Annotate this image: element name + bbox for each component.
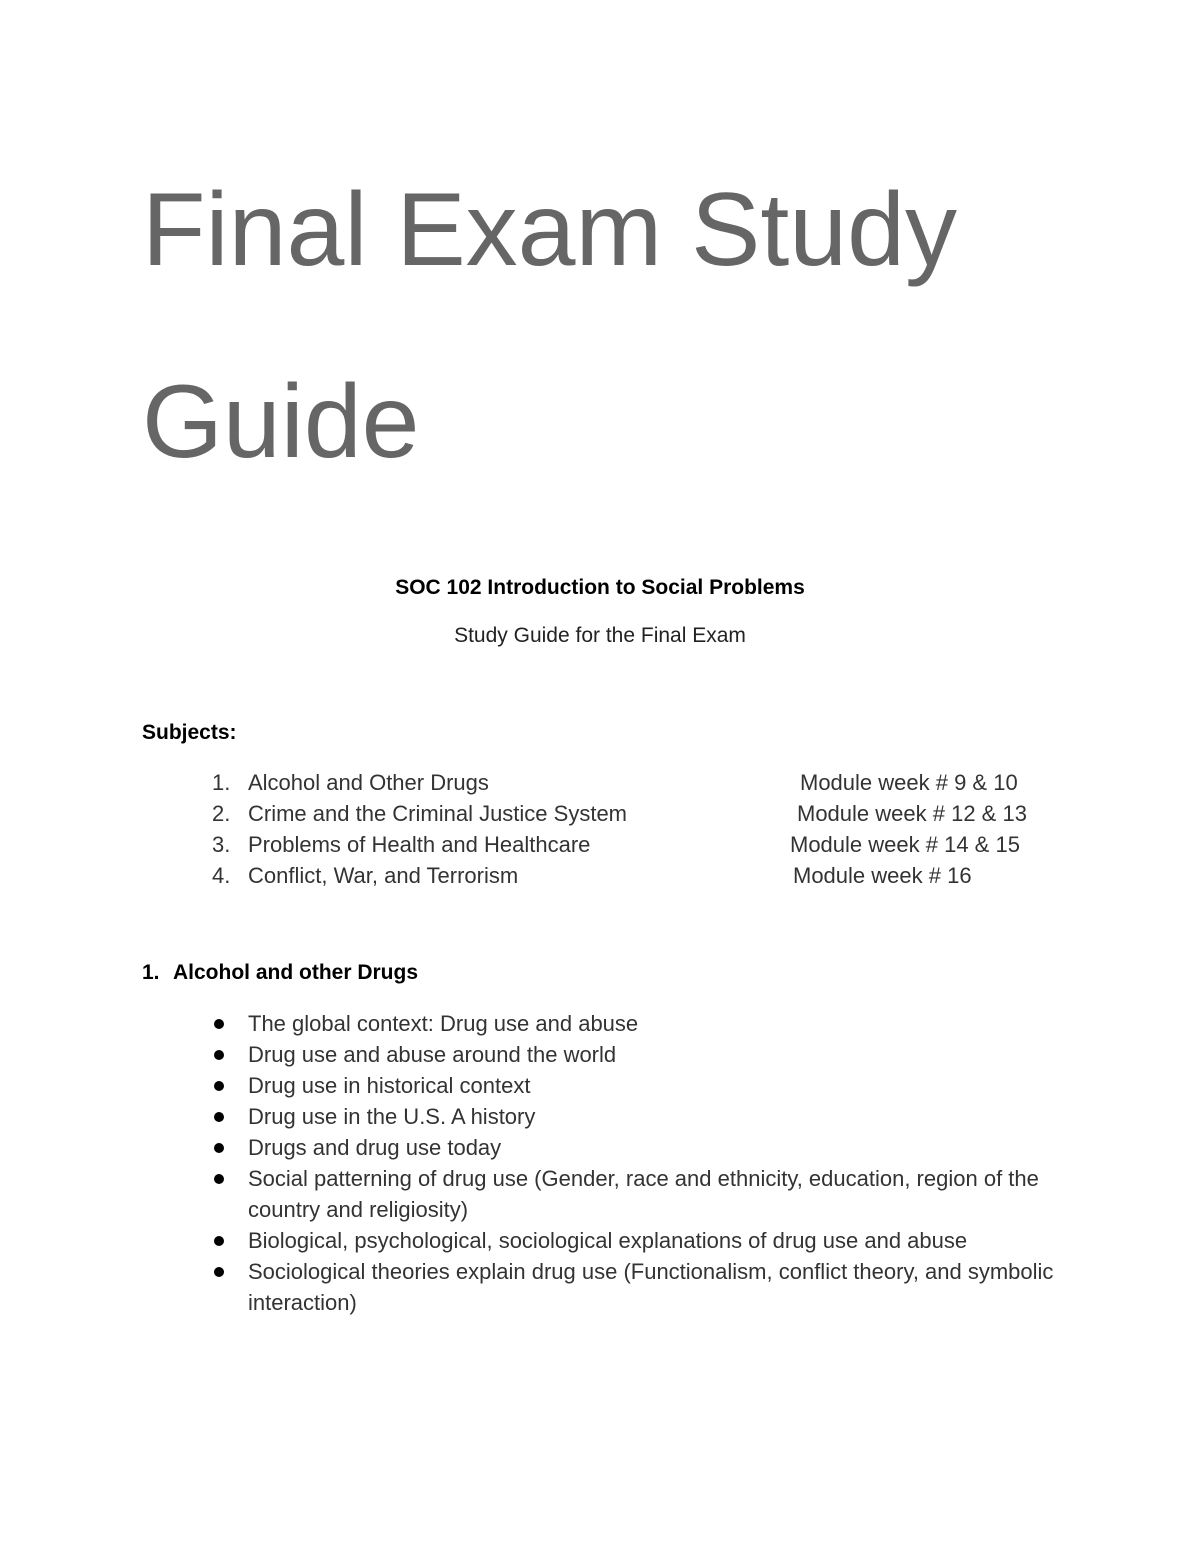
list-item-text: The global context: Drug use and abuse xyxy=(248,1011,639,1036)
bullet-icon xyxy=(214,1050,224,1060)
subject-number: 4. xyxy=(212,863,231,888)
subject-name: Problems of Health and Healthcare xyxy=(248,832,591,857)
subject-number: 1. xyxy=(212,770,231,795)
subject-module-week: Module week # 16 xyxy=(793,863,972,888)
subject-module-week: Module week # 12 & 13 xyxy=(797,801,1027,826)
subject-row xyxy=(0,863,1200,894)
document-subtitle: Study Guide for the Final Exam xyxy=(454,624,746,647)
list-item-text: Drug use in the U.S. A history xyxy=(248,1104,536,1129)
bullet-icon xyxy=(214,1019,224,1029)
subject-number: 3. xyxy=(212,832,231,857)
bullet-icon xyxy=(214,1174,224,1184)
subject-row xyxy=(0,832,1200,863)
subject-row xyxy=(0,770,1200,801)
subject-name: Conflict, War, and Terrorism xyxy=(248,863,519,888)
list-item xyxy=(212,1256,1072,1318)
list-item xyxy=(212,1101,1072,1132)
section-heading xyxy=(142,961,418,985)
section-title: Alcohol and other Drugs xyxy=(173,961,419,984)
list-item xyxy=(212,1163,1072,1225)
list-item xyxy=(212,1225,1072,1256)
course-title: SOC 102 Introduction to Social Problems xyxy=(395,576,805,599)
subject-row xyxy=(0,801,1200,832)
subject-module-week: Module week # 14 & 15 xyxy=(790,832,1020,857)
subject-name: Alcohol and Other Drugs xyxy=(248,770,489,795)
document-title-line-1: Final Exam Study xyxy=(142,172,957,288)
bullet-icon xyxy=(214,1143,224,1153)
bullet-icon xyxy=(214,1267,224,1277)
subject-name: Crime and the Criminal Justice System xyxy=(248,801,628,826)
subject-number: 2. xyxy=(212,801,231,826)
list-item-text: Drug use and abuse around the world xyxy=(248,1042,617,1067)
list-item-text: Drug use in historical context xyxy=(248,1073,531,1098)
list-item xyxy=(212,1039,1072,1070)
section-number: 1. xyxy=(142,961,160,984)
list-item xyxy=(212,1132,1072,1163)
topic-list xyxy=(212,1008,1072,1318)
subjects-label: Subjects: xyxy=(142,721,237,744)
list-item xyxy=(212,1008,1072,1039)
list-item-text: Drugs and drug use today xyxy=(248,1135,502,1160)
list-item-text: Social patterning of drug use (Gender, race and ethnicity, education, region of the country and religiosity) xyxy=(248,1166,1039,1222)
list-item-text: Sociological theories explain drug use (Functionalism, conflict theory, and symbolic interaction) xyxy=(248,1259,1054,1315)
bullet-icon xyxy=(214,1236,224,1246)
list-item-text: Biological, psychological, sociological explanations of drug use and abuse xyxy=(248,1228,968,1253)
subject-module-week: Module week # 9 & 10 xyxy=(800,770,1018,795)
document-title-line-2: Guide xyxy=(142,364,420,480)
bullet-icon xyxy=(214,1112,224,1122)
bullet-icon xyxy=(214,1081,224,1091)
list-item xyxy=(212,1070,1072,1101)
